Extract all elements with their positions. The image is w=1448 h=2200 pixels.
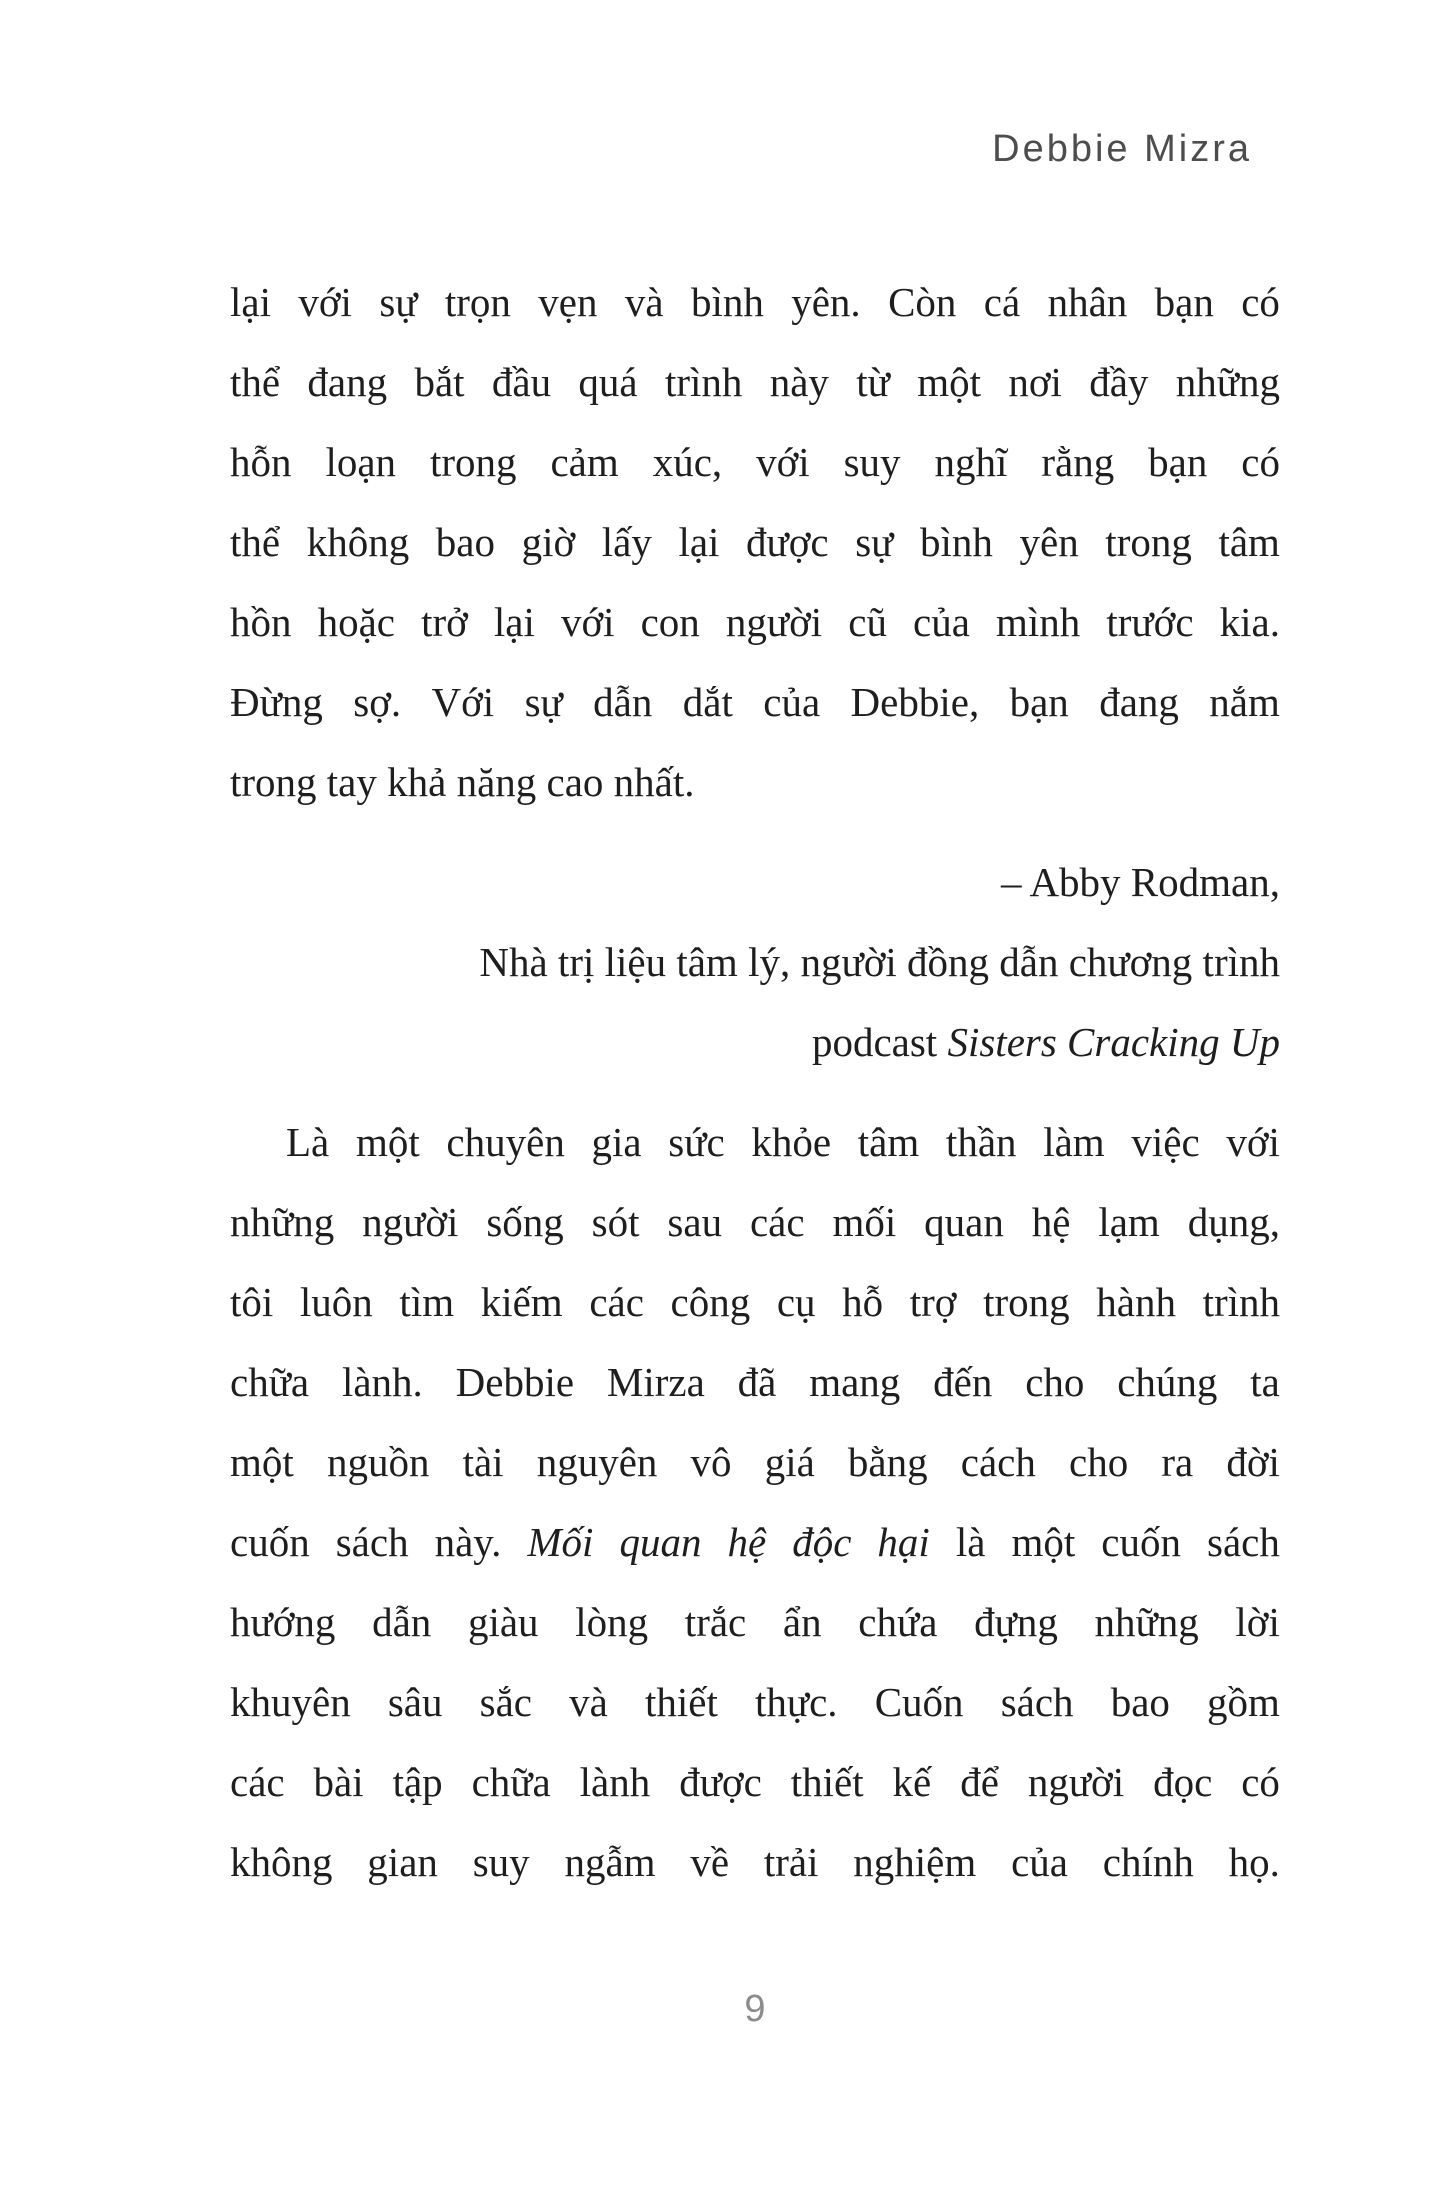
- word: việc: [1131, 1119, 1200, 1165]
- text-line: [230, 1582, 1280, 1662]
- word: thiết: [644, 1679, 718, 1725]
- word: yên: [1019, 519, 1079, 565]
- word: sự: [524, 679, 563, 725]
- word: nắm: [1209, 679, 1280, 725]
- word: và: [569, 1679, 608, 1725]
- word: chữa: [471, 1759, 551, 1805]
- word: tập: [392, 1759, 443, 1805]
- text-line: [230, 1342, 1280, 1422]
- text-line: [230, 422, 1280, 502]
- word: những: [230, 1199, 335, 1245]
- word: chính: [1102, 1839, 1194, 1885]
- word: hệ: [1031, 1199, 1071, 1245]
- text-segment: podcast: [811, 1019, 948, 1065]
- word: trong: [983, 1279, 1070, 1325]
- paragraph-block: [230, 262, 1280, 822]
- word: suy: [472, 1839, 530, 1885]
- word: hỗn: [230, 439, 292, 485]
- word: bạn: [1154, 279, 1214, 325]
- word: cách: [960, 1439, 1036, 1485]
- word: quá: [578, 359, 638, 405]
- word: dẫn: [372, 1599, 432, 1645]
- word: cũ: [848, 599, 887, 645]
- word: sức: [668, 1119, 725, 1165]
- word: bình: [920, 519, 993, 565]
- text-line: [230, 662, 1280, 742]
- word: sống: [486, 1199, 564, 1245]
- word: người: [725, 599, 823, 645]
- word: thể: [230, 359, 281, 405]
- word: Cuốn: [874, 1679, 964, 1725]
- text-line: [230, 842, 1280, 922]
- text-line: [230, 582, 1280, 662]
- word: của: [1011, 1839, 1068, 1885]
- word: lại: [230, 279, 271, 325]
- word: về: [690, 1839, 730, 1885]
- text-line: [230, 262, 1280, 342]
- word: sau: [667, 1199, 723, 1245]
- word: rằng: [1041, 439, 1115, 485]
- word: công: [670, 1279, 751, 1325]
- word: cảm: [550, 439, 619, 485]
- word: kiếm: [480, 1279, 563, 1325]
- word: trong: [1105, 519, 1192, 565]
- word: trước: [1106, 599, 1194, 645]
- word: kia.: [1219, 599, 1280, 645]
- word: nguyên: [536, 1439, 658, 1485]
- word: yên.: [791, 279, 861, 325]
- word: cụ: [776, 1279, 816, 1325]
- word: nghĩ: [934, 439, 1008, 485]
- word: người: [362, 1199, 459, 1245]
- word: mang: [809, 1359, 901, 1405]
- word: sâu: [387, 1679, 443, 1725]
- word: cuốn: [1101, 1519, 1181, 1565]
- word: giờ: [521, 519, 576, 565]
- word: cho: [1069, 1439, 1129, 1485]
- attribution-block: [230, 842, 1280, 1082]
- word: cá: [983, 279, 1021, 325]
- word: vẹn: [538, 279, 598, 325]
- text-line: [230, 1102, 1280, 1182]
- word: bắt: [414, 359, 465, 405]
- word: gồm: [1207, 1679, 1280, 1725]
- text-line: [230, 1502, 1280, 1582]
- word: một: [230, 1439, 294, 1485]
- word: cuốn: [230, 1519, 310, 1565]
- word: sách: [1000, 1679, 1074, 1725]
- word: tâm: [857, 1119, 920, 1165]
- word: ta: [1250, 1359, 1280, 1405]
- word: quan: [619, 1519, 702, 1565]
- word: được: [746, 519, 829, 565]
- word: cho: [1025, 1359, 1085, 1405]
- word: từ: [856, 359, 890, 405]
- word: Debbie,: [850, 679, 980, 725]
- text-segment: Nhà trị liệu tâm lý, người đồng dẫn chương trình: [479, 939, 1280, 985]
- word: đời: [1226, 1439, 1280, 1485]
- word: Mối: [527, 1519, 594, 1565]
- word: con: [640, 599, 700, 645]
- word: hành: [1096, 1279, 1176, 1325]
- word: kế: [892, 1759, 932, 1805]
- word: nguồn: [326, 1439, 430, 1485]
- word: hại: [877, 1519, 930, 1565]
- word: bài: [313, 1759, 364, 1805]
- running-head: Debbie Mizra: [992, 128, 1252, 170]
- word: chứa: [858, 1599, 938, 1645]
- word: gian: [367, 1839, 438, 1885]
- word: có: [1241, 279, 1280, 325]
- word: nhân: [1047, 279, 1128, 325]
- word: hoặc: [317, 599, 395, 645]
- word: đựng: [974, 1599, 1058, 1645]
- word: hướng: [230, 1599, 336, 1645]
- text-line: [230, 1662, 1280, 1742]
- word: ra: [1161, 1439, 1194, 1485]
- word: đã: [737, 1359, 777, 1405]
- word: sắc: [479, 1679, 532, 1725]
- word: trong: [429, 439, 517, 485]
- word: dụng,: [1187, 1199, 1280, 1245]
- word: hỗ: [842, 1279, 884, 1325]
- text-line: [230, 1002, 1280, 1082]
- word: sự: [379, 279, 418, 325]
- text-line: [230, 1422, 1280, 1502]
- page-number: 9: [744, 1988, 766, 2030]
- word: Với: [431, 679, 495, 725]
- word: lòng: [575, 1599, 649, 1645]
- word: của: [763, 679, 821, 725]
- word: mối: [832, 1199, 897, 1245]
- word: bao: [435, 519, 495, 565]
- text-line: [230, 1742, 1280, 1822]
- word: gia: [591, 1119, 642, 1165]
- text-segment: Sisters Cracking Up: [947, 1019, 1280, 1065]
- word: và: [624, 279, 664, 325]
- word: các: [230, 1759, 285, 1805]
- word: lại: [493, 599, 535, 645]
- word: của: [913, 599, 970, 645]
- word: làm: [1043, 1119, 1105, 1165]
- word: xúc,: [652, 439, 723, 485]
- word: trở: [421, 599, 468, 645]
- word: suy: [843, 439, 901, 485]
- word: Debbie: [455, 1359, 575, 1405]
- word: thiết: [790, 1759, 864, 1805]
- word: lành: [579, 1759, 651, 1805]
- word: chữa: [230, 1359, 310, 1405]
- word: lạm: [1098, 1199, 1160, 1245]
- word: chúng: [1117, 1359, 1218, 1405]
- text-line: [230, 342, 1280, 422]
- text-line: [230, 1182, 1280, 1262]
- word: Mirza: [606, 1359, 705, 1405]
- paragraph-block: [230, 1102, 1280, 1902]
- word: lấy: [601, 519, 652, 565]
- word: đang: [1099, 679, 1179, 725]
- word: này: [769, 359, 829, 405]
- word: sợ.: [353, 679, 402, 725]
- text-segment: – Abby Rodman,: [1000, 859, 1280, 905]
- word: người: [1027, 1759, 1125, 1805]
- word: bạn: [1148, 439, 1208, 485]
- word: không: [306, 519, 410, 565]
- word: sót: [591, 1199, 640, 1245]
- word: vô: [690, 1439, 732, 1485]
- word: với: [560, 599, 615, 645]
- word: sách: [335, 1519, 409, 1565]
- word: tìm: [399, 1279, 455, 1325]
- text-line: [230, 742, 1280, 822]
- word: không: [230, 1839, 333, 1885]
- word: quan: [924, 1199, 1004, 1245]
- word: tài: [462, 1439, 504, 1485]
- word: có: [1241, 439, 1280, 485]
- word: tâm: [1218, 519, 1280, 565]
- word: tôi: [230, 1279, 274, 1325]
- word: được: [679, 1759, 762, 1805]
- word: này.: [434, 1519, 502, 1565]
- word: ngẫm: [564, 1839, 656, 1885]
- word: độc: [792, 1519, 852, 1565]
- word: với: [298, 279, 352, 325]
- word: trợ: [909, 1279, 957, 1325]
- word: hệ: [727, 1519, 767, 1565]
- word: hồn: [230, 599, 292, 645]
- word: mình: [996, 599, 1081, 645]
- word: Đừng: [230, 679, 323, 725]
- word: những: [1175, 359, 1280, 405]
- body-text: [230, 262, 1280, 1902]
- text-line: [230, 922, 1280, 1002]
- word: khuyên: [230, 1679, 351, 1725]
- word: trải: [763, 1839, 819, 1885]
- word: trọn: [444, 279, 511, 325]
- word: trình: [664, 359, 743, 405]
- word: khỏe: [751, 1119, 832, 1165]
- word: thần: [945, 1119, 1017, 1165]
- word: dẫn: [593, 679, 653, 725]
- word: chuyên: [446, 1119, 565, 1165]
- word: đang: [307, 359, 388, 405]
- word: lại: [678, 519, 720, 565]
- text-line: [230, 502, 1280, 582]
- text-line: [230, 1262, 1280, 1342]
- word: bao: [1110, 1679, 1170, 1725]
- word: sách: [1206, 1519, 1280, 1565]
- word: Là: [286, 1119, 330, 1165]
- word: những: [1094, 1599, 1199, 1645]
- word: với: [1226, 1119, 1280, 1165]
- word: một: [1011, 1519, 1076, 1565]
- word: bằng: [847, 1439, 928, 1485]
- word: sự: [855, 519, 894, 565]
- word: là: [955, 1519, 986, 1565]
- word: bạn: [1009, 679, 1069, 725]
- word: Còn: [888, 279, 957, 325]
- word: một: [355, 1119, 420, 1165]
- word: trình: [1202, 1279, 1280, 1325]
- word: đến: [933, 1359, 993, 1405]
- word: trắc: [684, 1599, 747, 1645]
- word: nghiệm: [853, 1839, 977, 1885]
- word: lành.: [341, 1359, 423, 1405]
- word: nơi: [1008, 359, 1062, 405]
- word: đầu: [491, 359, 552, 405]
- word: để: [960, 1759, 999, 1805]
- word: với: [756, 439, 810, 485]
- word: bình: [690, 279, 764, 325]
- word: họ.: [1228, 1839, 1280, 1885]
- word: ẩn: [782, 1599, 822, 1645]
- word: các: [589, 1279, 644, 1325]
- word: loạn: [325, 439, 397, 485]
- word: thể: [230, 519, 281, 565]
- word: có: [1241, 1759, 1280, 1805]
- word: một: [917, 359, 981, 405]
- word: đầy: [1089, 359, 1149, 405]
- word: giàu: [467, 1599, 539, 1645]
- word: thực.: [755, 1679, 838, 1725]
- word: các: [749, 1199, 805, 1245]
- word: luôn: [299, 1279, 373, 1325]
- text-segment: trong tay khả năng cao nhất.: [230, 759, 695, 805]
- word: giá: [764, 1439, 815, 1485]
- text-line: [230, 1822, 1280, 1902]
- word: đọc: [1153, 1759, 1213, 1805]
- word: lời: [1235, 1599, 1280, 1645]
- word: dắt: [682, 679, 733, 725]
